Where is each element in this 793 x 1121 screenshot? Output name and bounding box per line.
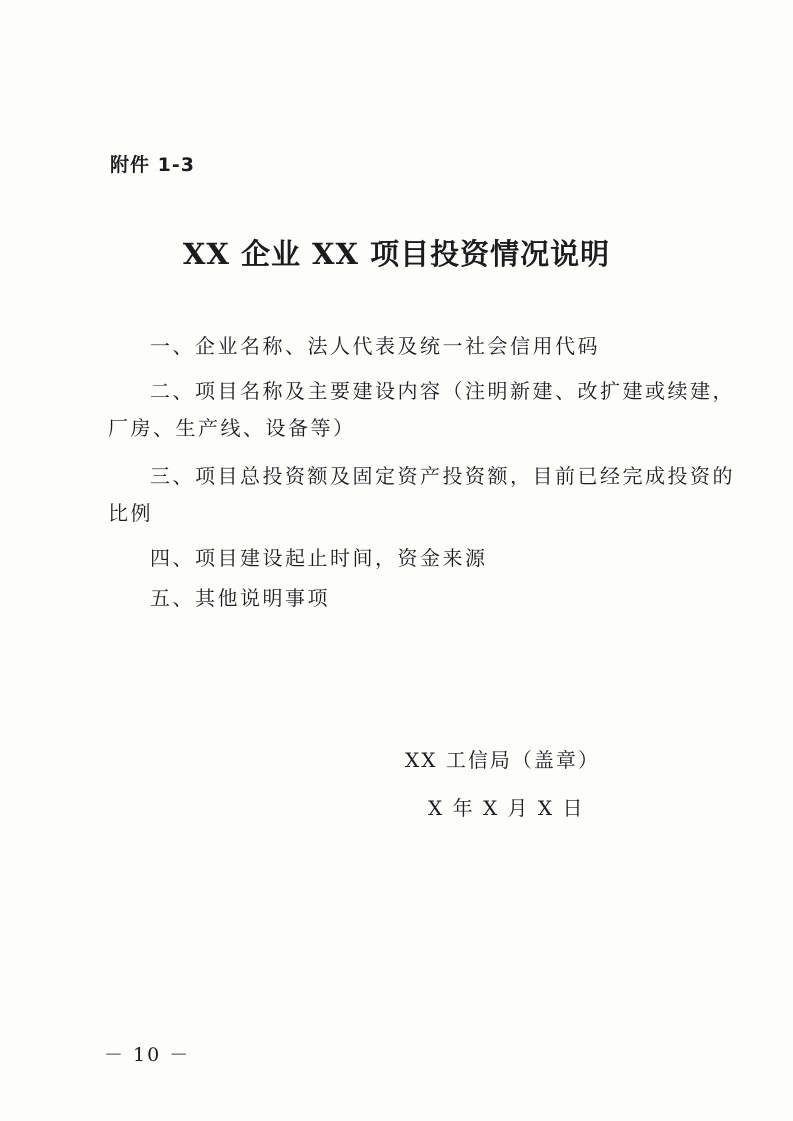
item-4-text: 四、项目建设起止时间，资金来源 — [150, 546, 488, 570]
item-3-continuation: 比例 — [108, 501, 153, 525]
item-2-text: 二、项目名称及主要建设内容（注明新建、改扩建或续建， — [150, 379, 735, 403]
document-title: XX 企业 XX 项目投资情况说明 — [182, 237, 611, 271]
item-1-text: 一、企业名称、法人代表及统一社会信用代码 — [150, 334, 600, 358]
page-number: － 10 － — [104, 1044, 191, 1066]
signature-date: X 年 X 月 X 日 — [428, 796, 585, 820]
attachment-label: 附件 1-3 — [110, 154, 195, 176]
item-5-text: 五、其他说明事项 — [150, 586, 330, 610]
item-2-continuation: 厂房、生产线、设备等） — [108, 416, 356, 440]
item-3-text: 三、项目总投资额及固定资产投资额，目前已经完成投资的 — [150, 464, 735, 488]
issuing-organization: XX 工信局（盖章） — [405, 748, 600, 772]
